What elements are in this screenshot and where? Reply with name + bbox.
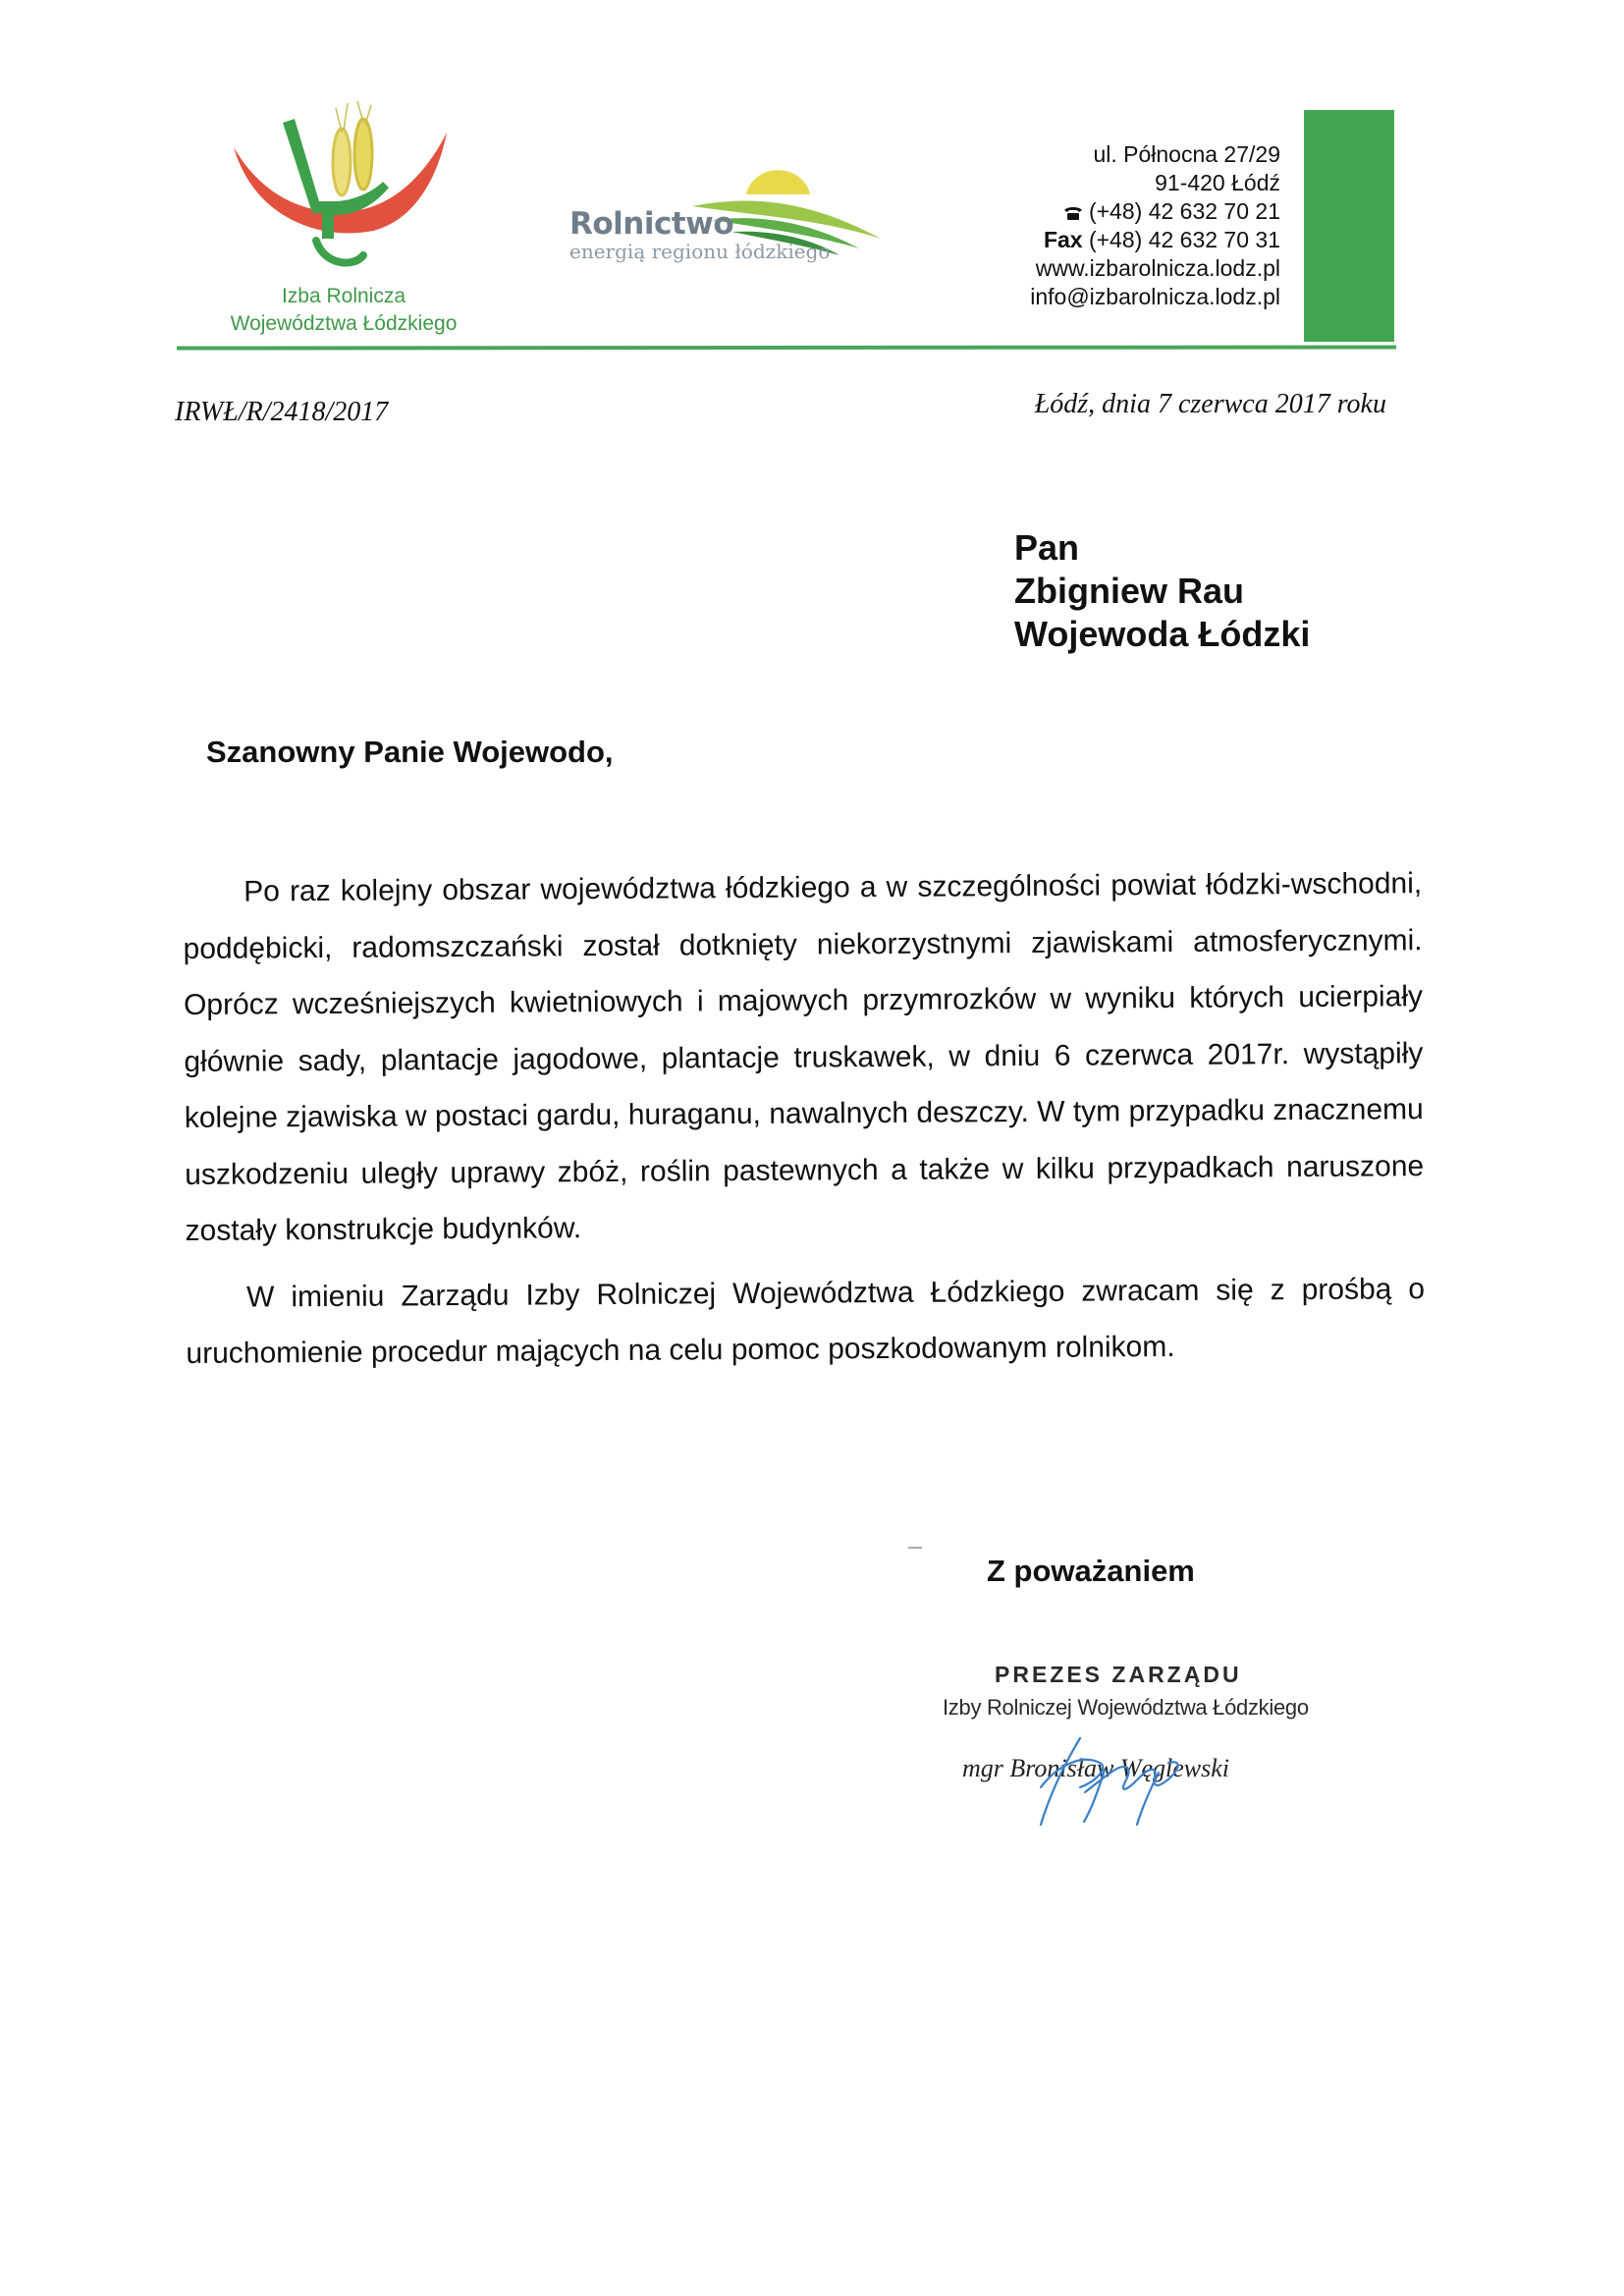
closing-phrase: Z poważaniem xyxy=(987,1554,1195,1588)
contact-block xyxy=(1030,140,1280,311)
contact-website[interactable]: www.izbarolnicza.lodz.pl xyxy=(1035,255,1280,281)
campaign-title: Rolnictwo xyxy=(569,206,734,242)
addressee-line3: Wojewoda Łódzki xyxy=(1014,614,1311,654)
reference-number: IRWŁ/R/2418/2017 xyxy=(175,397,389,427)
signatory-title: PREZES ZARZĄDU xyxy=(995,1662,1242,1687)
contact-fax-label: Fax xyxy=(1043,227,1083,252)
body-paragraph-2: W imieniu Zarządu Izby Rolniczej Województwa Łódzkiego zwracam się z prośbą o uruchomienie procedur mających na celu pomoc poszkodowanym rolnikom. xyxy=(186,1272,1426,1370)
signatory-organization: Izby Rolniczej Województwa Łódzkiego xyxy=(943,1695,1309,1720)
handwritten-signature xyxy=(1011,1709,1227,1827)
header-green-bar xyxy=(1304,110,1394,342)
addressee-block xyxy=(1014,526,1310,656)
stray-mark xyxy=(908,1547,922,1549)
contact-phone-row xyxy=(1030,197,1280,226)
body-paragraph-1: Po raz kolejny obszar województwa łódzkiego a w szczególności powiat łódzki-wschodni, poddębicki, radomszczański został dotknięty niekorzystnymi zjawiskami atmosferycznymi. Oprócz wcześniejszych kwietniowych i majowych przymrozków w wyniku których ucierpiały głównie sady, plantacje jagodowe, plantacje truskawek, w dniu 6 czerwca 2017r. wystąpiły kolejne zjawiska w postaci gardu, huraganu, nawalnych deszczy. W tym przypadku znacznemu uszkodzeniu uległy uprawy zbóż, roślin pastewnych a także w kilku przypadkach naruszone zostały konstrukcje budynków. xyxy=(183,867,1425,1247)
izba-logo-caption xyxy=(196,283,491,338)
contact-fax: (+48) 42 632 70 31 xyxy=(1088,227,1280,252)
salutation: Szanowny Panie Wojewodo, xyxy=(206,735,614,769)
telephone-icon xyxy=(1063,206,1083,220)
addressee-line1: Pan xyxy=(1014,527,1080,568)
contact-email[interactable]: info@izbarolnicza.lodz.pl xyxy=(1030,284,1280,309)
letter-body xyxy=(183,855,1426,1382)
contact-postal: 91-420 Łódź xyxy=(1155,170,1280,195)
signatory-name: mgr Bronisław Węglewski xyxy=(962,1754,1230,1782)
izba-logo-caption-line1: Izba Rolnicza xyxy=(281,285,406,307)
contact-street: ul. Północna 27/29 xyxy=(1093,141,1280,167)
header-divider-line xyxy=(177,345,1396,350)
izba-rolnicza-logo xyxy=(226,93,452,280)
addressee-line2: Zbigniew Rau xyxy=(1014,571,1244,611)
contact-phone: (+48) 42 632 70 21 xyxy=(1088,198,1280,224)
letter-date: Łódź, dnia 7 czerwca 2017 roku xyxy=(1034,389,1386,419)
izba-logo-caption-line2: Województwa Łódzkiego xyxy=(230,312,458,335)
campaign-subtitle: energią regionu łódzkiego xyxy=(569,240,831,263)
contact-fax-row xyxy=(1030,226,1280,254)
